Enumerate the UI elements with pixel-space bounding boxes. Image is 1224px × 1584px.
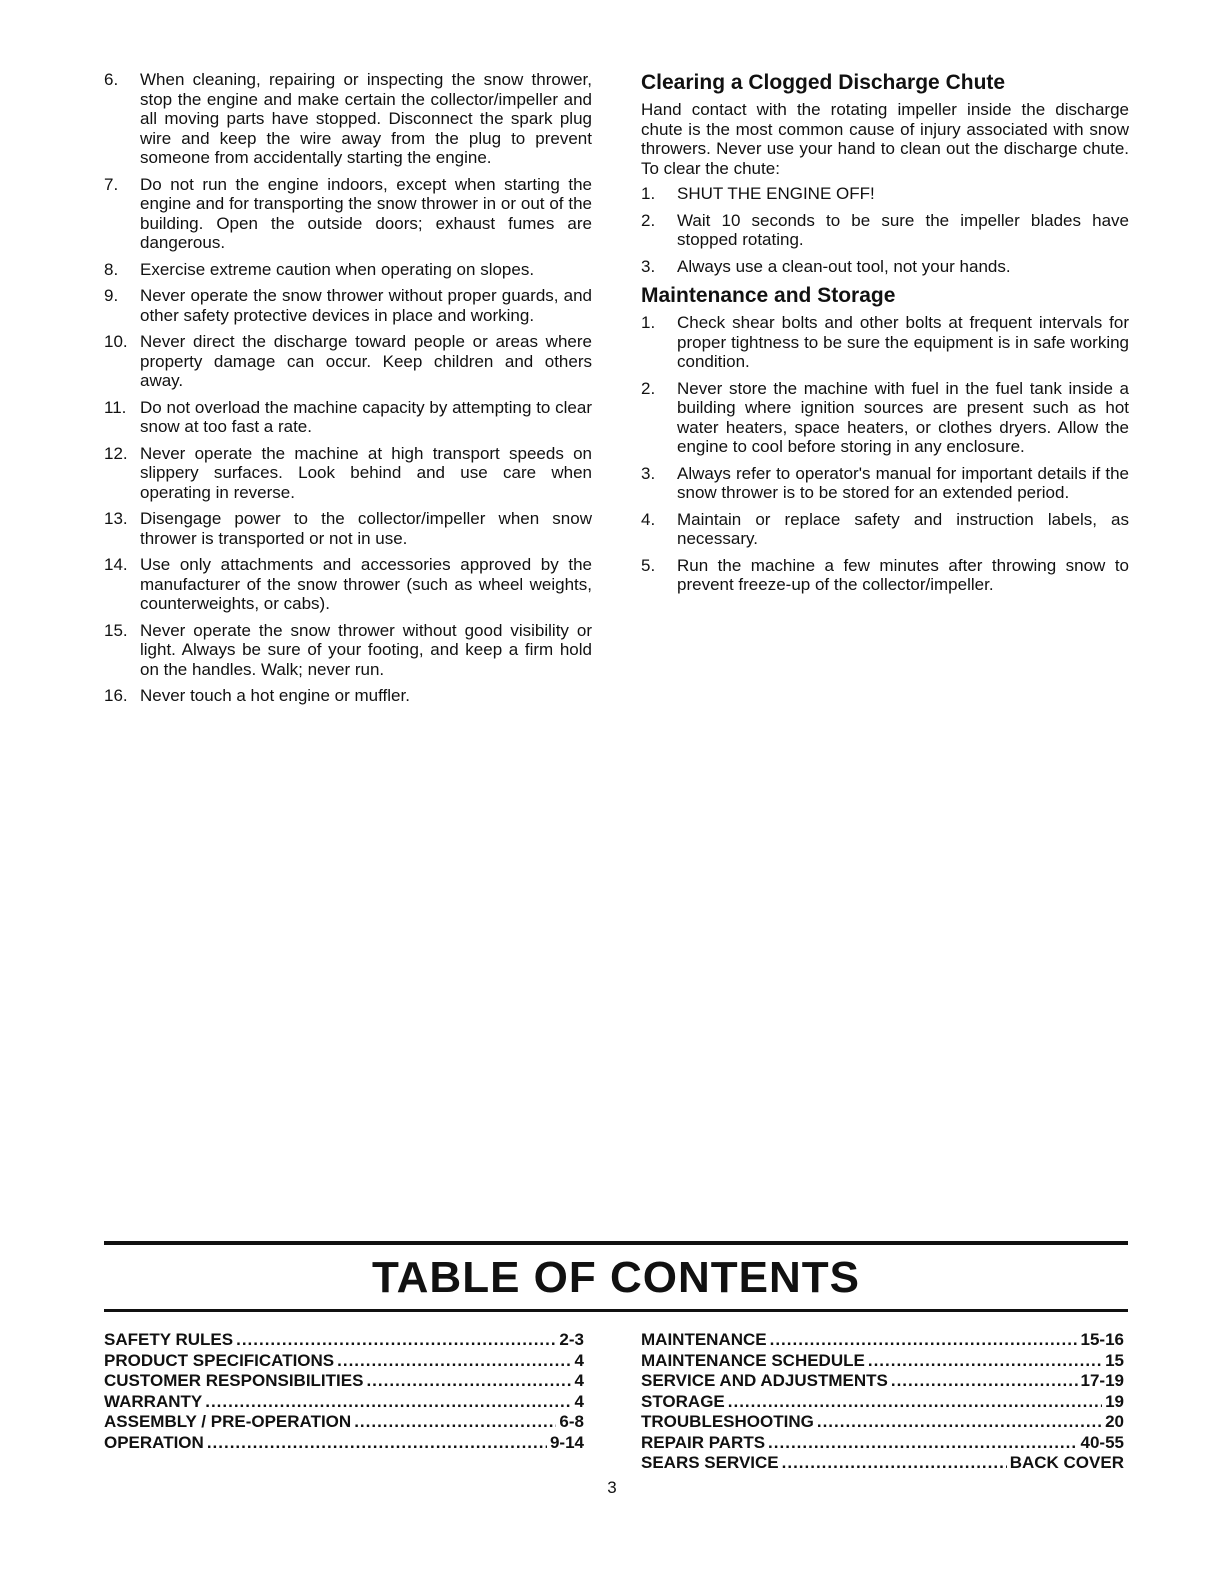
toc-entry[interactable] — [641, 1392, 1124, 1413]
toc-entry-title: MAINTENANCE — [641, 1330, 767, 1349]
list-item — [104, 260, 592, 280]
toc-entry[interactable] — [104, 1371, 584, 1392]
item-number: 13. — [104, 509, 128, 528]
item-number: 10. — [104, 332, 128, 351]
toc-entry-title: PRODUCT SPECIFICATIONS — [104, 1350, 335, 1370]
item-text: Never touch a hot engine or muffler. — [140, 686, 410, 705]
item-number: 5. — [641, 555, 656, 575]
item-text: Always refer to operator's manual for important details if the snow thrower is to be stored for an extended period. — [677, 463, 1129, 502]
item-text: Exercise extreme caution when operating on slopes. — [140, 259, 535, 279]
item-text: Wait 10 seconds to be sure the impeller blades have stopped rotating. — [677, 210, 1129, 249]
toc-entry[interactable] — [104, 1330, 584, 1351]
toc-entry-page: 20 — [1105, 1412, 1124, 1431]
toc-entry[interactable] — [104, 1412, 584, 1433]
item-number: 16. — [104, 686, 128, 705]
toc-bottom-rule — [104, 1309, 1128, 1312]
item-text: Never operate the snow thrower without proper guards, and other safety protective devices in place and working. — [140, 286, 592, 325]
toc-entry-page: 4 — [574, 1371, 584, 1390]
list-item — [641, 211, 1129, 250]
item-number: 3. — [641, 256, 656, 276]
section-intro: Hand contact with the rotating impeller inside the discharge chute is the most common cause of injury associated with snow throwers. Never use your hand to clean out the discharge chute. To clear the chute: — [641, 100, 1129, 178]
toc-entry-title: STORAGE — [641, 1391, 725, 1411]
item-number: 6. — [104, 70, 119, 89]
item-number: 2. — [641, 210, 656, 230]
toc-leader — [205, 1392, 571, 1413]
item-text: Never operate the snow thrower without good visibility or light. Always be sure of your footing, and keep a firm hold on the handles. Walk; never run. — [140, 620, 592, 679]
item-text: Use only attachments and accessories approved by the manufacturer of the snow thrower (such as wheel weights, counterweights, or cabs). — [140, 555, 592, 613]
item-text: Do not run the engine indoors, except when starting the engine and for transporting the snow thrower in or out of the building. Open the outside doors; exhaust fumes are dangerous. — [140, 174, 592, 252]
clogged-chute-section — [641, 70, 1129, 276]
toc-leader — [728, 1392, 1102, 1413]
item-number: 1. — [641, 184, 656, 203]
toc-leader — [768, 1433, 1077, 1454]
item-number: 15. — [104, 620, 128, 640]
list-item — [641, 313, 1129, 372]
item-text: Never store the machine with fuel in the fuel tank inside a building where ignition sources are present such as hot water heaters, space heaters, or clothes dryers. Allow the engine to cool before storing in any enclosure. — [677, 378, 1129, 456]
item-text: Never direct the discharge toward people or areas where property damage can occur. Keep children and others away. — [140, 332, 592, 390]
item-text: Check shear bolts and other bolts at frequent intervals for proper tightness to be sure the equipment is in safe working condition. — [677, 313, 1129, 371]
item-number: 3. — [641, 463, 656, 483]
toc-entry[interactable] — [641, 1351, 1124, 1372]
toc-entry-page: 6-8 — [559, 1412, 584, 1431]
right-column — [641, 70, 1129, 602]
list-item — [104, 175, 592, 253]
toc-entry-title: OPERATION — [104, 1432, 204, 1452]
toc-entry[interactable] — [641, 1371, 1124, 1392]
toc-leader — [770, 1330, 1078, 1351]
section-heading: Clearing a Clogged Discharge Chute — [641, 71, 1006, 94]
toc-right-column — [641, 1330, 1124, 1474]
item-text: SHUT THE ENGINE OFF! — [677, 184, 875, 203]
toc-left-column — [104, 1330, 584, 1453]
toc-title: TABLE OF CONTENTS — [372, 1253, 860, 1302]
toc-leader — [236, 1330, 556, 1351]
toc-entry-page: 4 — [574, 1391, 584, 1411]
toc-entry-title: SERVICE AND ADJUSTMENTS — [641, 1371, 888, 1390]
safety-rules-list — [104, 70, 592, 706]
toc-entry-title: MAINTENANCE SCHEDULE — [641, 1350, 865, 1370]
list-item — [104, 444, 592, 503]
page-number: 3 — [607, 1478, 617, 1497]
toc-entry-page: 15-16 — [1080, 1330, 1124, 1349]
item-number: 14. — [104, 555, 128, 574]
item-number: 4. — [641, 509, 656, 529]
toc-entry-title: CUSTOMER RESPONSIBILITIES — [104, 1371, 364, 1390]
item-number: 7. — [104, 174, 119, 194]
toc-leader — [782, 1453, 1007, 1474]
toc-entry[interactable] — [104, 1433, 584, 1454]
toc-entry-title: SAFETY RULES — [104, 1330, 234, 1349]
toc-entry[interactable] — [641, 1330, 1124, 1351]
toc-entry-title: WARRANTY — [104, 1391, 203, 1411]
list-item — [641, 379, 1129, 457]
clogged-steps-list — [641, 184, 1129, 276]
list-item — [104, 286, 592, 325]
toc-entry[interactable] — [641, 1412, 1124, 1433]
list-item — [641, 257, 1129, 277]
item-text: Maintain or replace safety and instruction labels, as necessary. — [677, 509, 1129, 548]
toc-entry-page: BACK COVER — [1009, 1453, 1124, 1472]
list-item — [641, 556, 1129, 595]
list-item — [104, 398, 592, 437]
toc-entry-page: 9-14 — [549, 1432, 584, 1452]
toc-entry[interactable] — [641, 1433, 1124, 1454]
toc-entry-page: 19 — [1105, 1391, 1124, 1411]
item-number: 9. — [104, 286, 119, 305]
maintenance-storage-section — [641, 283, 1129, 595]
list-item — [641, 510, 1129, 549]
toc-entry-page: 15 — [1105, 1350, 1124, 1370]
item-number: 11. — [104, 397, 127, 417]
item-text: Disengage power to the collector/impeller when snow thrower is transported or not in use. — [140, 509, 592, 548]
toc-entry-title: TROUBLESHOOTING — [641, 1412, 814, 1431]
item-text: Do not overload the machine capacity by attempting to clear snow at too fast a rate. — [140, 397, 592, 436]
toc-entry-page: 40-55 — [1080, 1432, 1124, 1452]
item-number: 12. — [104, 443, 128, 463]
safety-rules-column — [104, 70, 592, 713]
toc-entry-title: ASSEMBLY / PRE-OPERATION — [104, 1412, 352, 1431]
toc-entry[interactable] — [104, 1392, 584, 1413]
toc-leader — [868, 1351, 1102, 1372]
list-item — [104, 332, 592, 391]
list-item — [104, 686, 592, 706]
list-item — [641, 184, 1129, 204]
toc-top-rule — [104, 1241, 1128, 1245]
list-item — [641, 464, 1129, 503]
item-text: Always use a clean-out tool, not your hands. — [677, 256, 1011, 276]
item-text: Run the machine a few minutes after throwing snow to prevent freeze-up of the collector/impeller. — [677, 555, 1129, 594]
item-number: 8. — [104, 259, 119, 279]
item-number: 1. — [641, 313, 656, 332]
list-item — [104, 621, 592, 680]
toc-leader — [337, 1351, 571, 1372]
item-text: Never operate the machine at high transport speeds on slippery surfaces. Look behind and use care when operating in reverse. — [140, 443, 592, 502]
toc-leader — [366, 1371, 571, 1392]
item-text: When cleaning, repairing or inspecting the snow thrower, stop the engine and make certain the collector/impeller and all moving parts have stopped. Disconnect the spark plug wire and keep the wire away from the plug to prevent someone from accidentally starting the engine. — [140, 70, 592, 167]
toc-entry-title: SEARS SERVICE — [641, 1453, 779, 1472]
toc-leader — [354, 1412, 556, 1433]
toc-leader — [817, 1412, 1102, 1433]
item-number: 2. — [641, 378, 656, 398]
list-item — [104, 555, 592, 614]
toc-entry-page: 2-3 — [559, 1330, 584, 1349]
toc-leader — [207, 1433, 547, 1454]
toc-entry-page: 4 — [574, 1350, 584, 1370]
toc-entry[interactable] — [641, 1453, 1124, 1474]
toc-entry[interactable] — [104, 1351, 584, 1372]
toc-entry-title: REPAIR PARTS — [641, 1432, 766, 1452]
maintenance-steps-list — [641, 313, 1129, 595]
list-item — [104, 70, 592, 168]
toc-leader — [891, 1371, 1078, 1392]
list-item — [104, 509, 592, 548]
toc-entry-page: 17-19 — [1080, 1371, 1124, 1390]
section-heading: Maintenance and Storage — [641, 284, 896, 307]
